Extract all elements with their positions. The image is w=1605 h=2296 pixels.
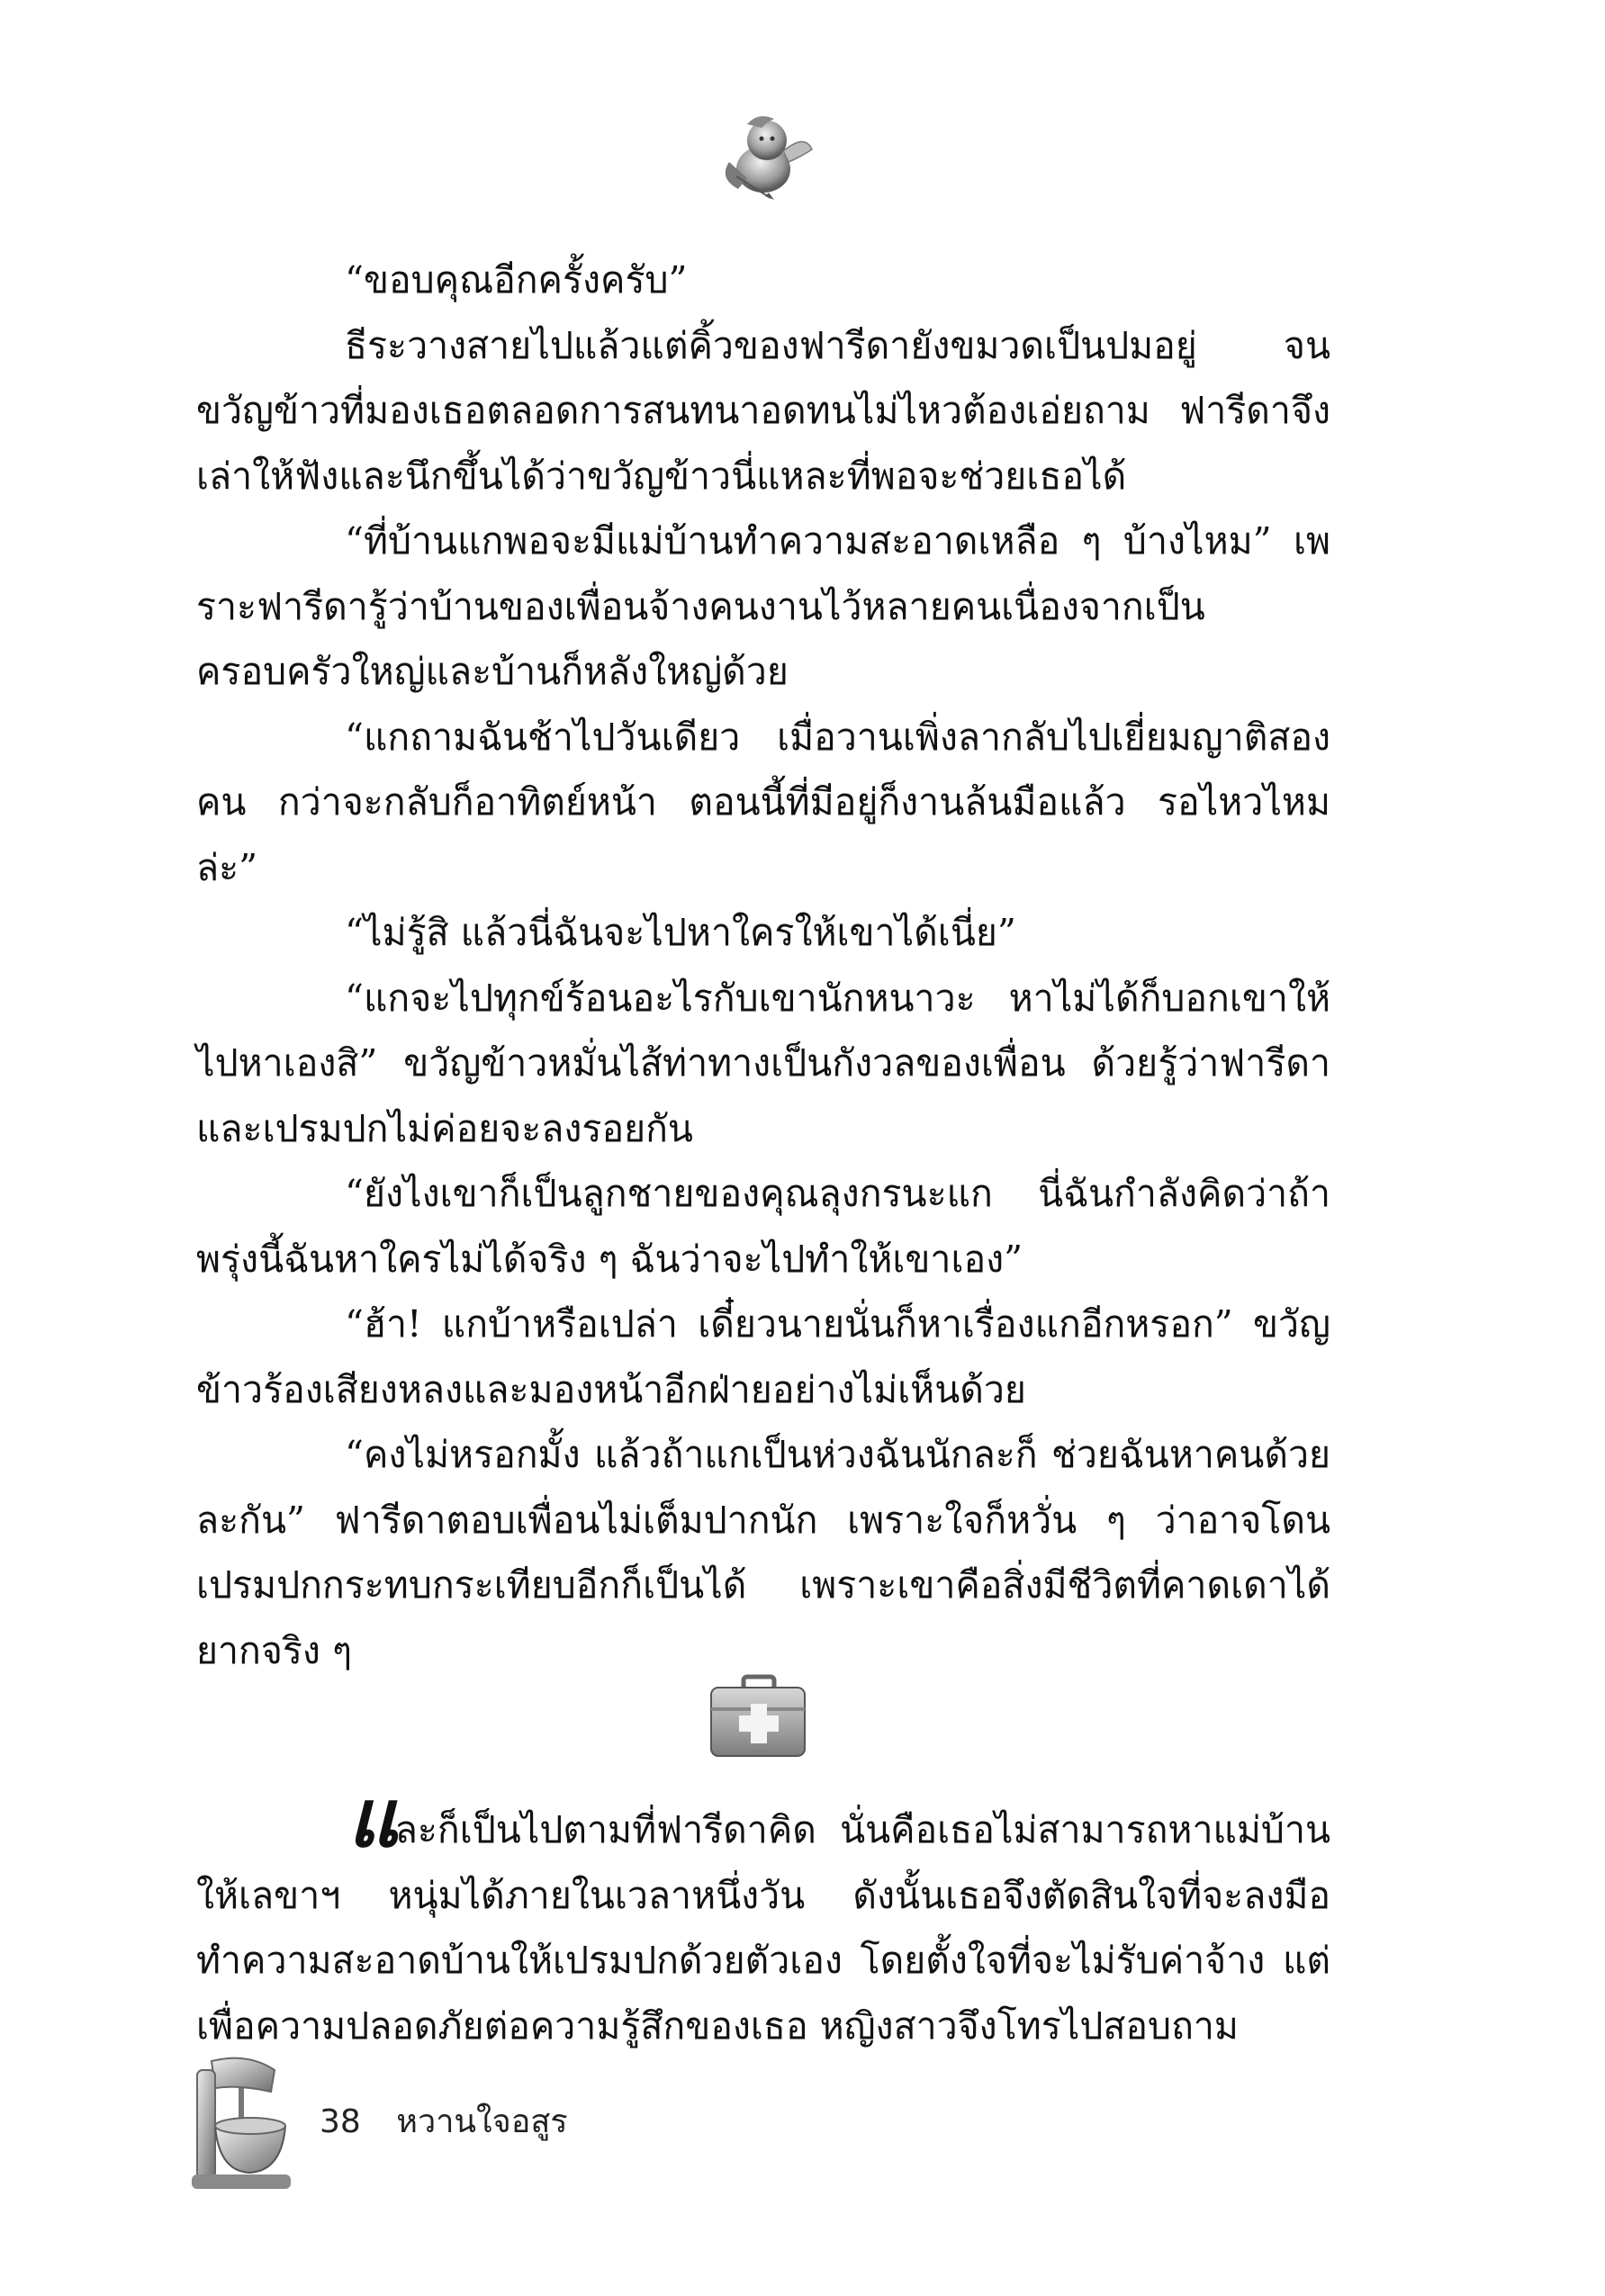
body-text-section — [196, 248, 1330, 1683]
body-text-section-2 — [196, 1771, 1330, 2058]
dropcap-paragraph-text: ละก็เป็นไปตามที่ฟารีดาคิด นั่นคือเธอไม่สามารถหาแม่บ้านให้เลขาฯ หนุ่มได้ภายในเวลาหนึ่งวัน ดังนั้นเธอจึงตัดสินใจที่จะลงมือทำความสะอาดบ้านให้เปรมปกด้วยตัวเอง โดยตั้งใจที่จะไม่รับค่าจ้าง แต่เพื่อความปลอดภัยต่อความรู้สึกของเธอ หญิงสาวจึงโทรไปสอบถาม — [196, 1808, 1330, 2048]
dropcap-paragraph — [196, 1771, 1330, 2058]
paragraph: “ยังไงเขาก็เป็นลูกชายของคุณลุงกรนะแก นี่ฉันกำลังคิดว่าถ้าพรุ่งนี้ฉันหาใครไม่ได้จริง ๆ ฉันว่าจะไปทำให้เขาเอง” — [196, 1172, 1330, 1281]
paragraph: “แกถามฉันช้าไปวันเดียว เมื่อวานเพิ่งลากลับไปเยี่ยมญาติสองคน กว่าจะกลับก็อาทิตย์หน้า ตอนนี้ที่มีอยู่ก็งานล้นมือแล้ว รอไหวไหมล่ะ” — [196, 715, 1330, 889]
paragraph: “ขอบคุณอีกครั้งครับ” — [345, 258, 688, 302]
dropcap-letter: แ — [347, 1771, 392, 1865]
stand-mixer-icon — [185, 2052, 302, 2196]
page-number: 38 — [320, 2103, 361, 2140]
paragraph: “ฮ้า! แกบ้าหรือเปล่า เดี๋ยวนายนั่นก็หาเรื่องแกอีกหรอก” ขวัญข้าวร้องเสียงหลงและมองหน้าอีกฝ่ายอย่างไม่เห็นด้วย — [196, 1302, 1330, 1411]
paragraph: “ไม่รู้สิ แล้วนี่ฉันจะไปหาใครให้เขาได้เนี่ย” — [345, 911, 1016, 954]
page-footer — [320, 2102, 568, 2142]
cupid-cherub-icon — [711, 106, 819, 205]
paragraph: “คงไม่หรอกมั้ง แล้วถ้าแกเป็นห่วงฉันนักละก็ ช่วยฉันหาคนด้วยละกัน” ฟารีดาตอบเพื่อนไม่เต็มปากนัก เพราะใจก็หวั่น ๆ ว่าอาจโดนเปรมปกกระทบกระเทียบอีกก็เป็นได้ เพราะเขาคือสิ่งมีชีวิตที่คาดเดาได้ยากจริง ๆ — [196, 1433, 1330, 1672]
first-aid-kit-icon — [704, 1670, 812, 1763]
paragraph: ธีระวางสายไปแล้วแต่คิ้วของฟารีดายังขมวดเป็นปมอยู่ จนขวัญข้าวที่มองเธอตลอดการสนทนาอดทนไม่ไหวต้องเอ่ยถาม ฟารีดาจึงเล่าให้ฟังและนึกขึ้นได้ว่าขวัญข้าวนี่แหละที่พอจะช่วยเธอได้ — [196, 323, 1330, 498]
book-title: หวานใจอสูร — [396, 2103, 568, 2140]
paragraph: “แกจะไปทุกข์ร้อนอะไรกับเขานักหนาวะ หาไม่ได้ก็บอกเขาให้ไปหาเองสิ” ขวัญข้าวหมั่นไส้ท่าทางเป็นกังวลของเพื่อน ด้วยรู้ว่าฟารีดาและเปรมปกไม่ค่อยจะลงรอยกัน — [196, 976, 1330, 1150]
paragraph: “ที่บ้านแกพอจะมีแม่บ้านทำความสะอาดเหลือ ๆ บ้างไหม” เพราะฟารีดารู้ว่าบ้านของเพื่อนจ้างคนงานไว้หลายคนเนื่องจากเป็นครอบครัวใหญ่และบ้านก็หลังใหญ่ด้วย — [196, 519, 1330, 693]
